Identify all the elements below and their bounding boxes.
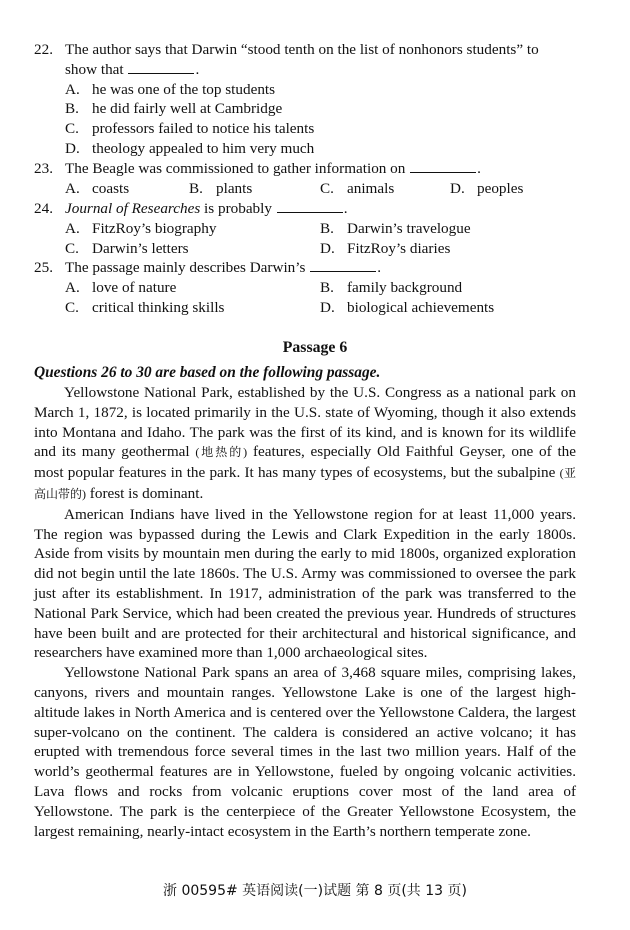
passage-instruction: Questions 26 to 30 are based on the following passage. (34, 364, 381, 381)
option: C. professors failed to notice his talents (65, 120, 315, 138)
option-row (34, 278, 586, 298)
option: A. FitzRoy’s biography (65, 219, 217, 237)
option-row (34, 239, 586, 259)
paragraph-2: American Indians have lived in the Yellowstone region for at least 11,000 years. The region was bypassed during the Lewis and Clark Expedition in the early 1800s. Aside from visits by mountain men during the early to mid 1800s, organized exploration did not begin until the late 1860s. The U.S. Army was commissioned to oversee the park just after its establishment. In 1917, administration of the park was transferred to the National Park Service, which had been created the previous year. Hundreds of structures have been built and are protected for their architectural and historical significance, and researchers have examined more than 1,000 archaeological sites. (34, 505, 576, 662)
option-row (34, 179, 586, 199)
option: C. critical thinking skills (65, 298, 225, 316)
paragraph-1: Yellowstone National Park, established by the U.S. Congress as a national park on March 1, 1872, is located primarily in the U.S. state of Wyoming, though it also extends into Montana and Idaho. The park was the first of its kind, and is known for its wildlife and its many geothermal (地热的) features, especially Old Faithful Geyser, one of the most popular features in the park. It has many types of ecosystems, but the subalpine (亚高山带的) forest is dominant. (34, 384, 576, 502)
paragraph-3: Yellowstone National Park spans an area of 3,468 square miles, comprising lakes, canyons, rivers and mountain ranges. Yellowstone Lake is one of the largest high-altitude lakes in North America and is centered over the Yellowstone Caldera, the largest super-volcano on the continent. The caldera is considered an active volcano; it has erupted with tremendous force several times in the last two million years. Half of the world’s geothermal features are in Yellowstone, fueled by ongoing volcanic activities. Lava flows and rocks from volcanic eruptions cover most of the land area of Yellowstone. The park is the centerpiece of the Greater Yellowstone Ecosystem, the largest remaining, nearly-intact ecosystem in the Earth’s northern temperate zone. (34, 664, 576, 840)
question-25: 25. The passage mainly describes Darwin’s . A. love of nature B. family background C. critical thinking skills D. biological achievements (34, 258, 586, 317)
option: D. peoples (450, 179, 524, 197)
option-row (34, 219, 586, 239)
question-22: 22. The author says that Darwin “stood tenth on the list of nonhonors students” to show that . A. he was one of the top students B. he did fairly well at Cambridge C. professors failed to notice his talents D. theology appealed to him very much (34, 40, 586, 159)
question-number: 25. (34, 259, 53, 276)
option: A. love of nature (65, 278, 177, 296)
option: A. coasts (65, 179, 130, 197)
option: D. biological achievements (320, 298, 495, 316)
question-24: 24. Journal of Researches is probably . A. FitzRoy’s biography B. Darwin’s travelogue C. Darwin’s letters D. FitzRoy’s diaries (34, 199, 586, 258)
option: B. plants (189, 179, 253, 197)
passage-title: Passage 6 (282, 339, 348, 356)
answer-blank (277, 200, 343, 213)
option: B. family background (320, 278, 463, 296)
question-stem: The author says that Darwin “stood tenth on the list of nonhonors students” to (65, 41, 539, 58)
question-number: 22. (34, 41, 53, 58)
question-number: 23. (34, 160, 53, 177)
question-stem: is probably (200, 200, 272, 217)
option: D. theology appealed to him very much (65, 139, 315, 157)
option: A. he was one of the top students (65, 80, 276, 98)
option: C. animals (320, 179, 395, 197)
option: B. Darwin’s travelogue (320, 219, 471, 237)
passage-body (34, 383, 576, 841)
question-23: 23. The Beagle was commissioned to gather information on . A. coasts B. plants C. animals D. peoples (34, 159, 586, 199)
option-row (34, 298, 586, 318)
question-stem-cont: show that (65, 60, 124, 78)
question-stem-italic: Journal of Researches (65, 200, 201, 217)
page-footer: 浙 00595# 英语阅读(一)试题 第 8 页(共 13 页) (163, 883, 467, 899)
question-stem: The passage mainly describes Darwin’s (65, 259, 306, 276)
option: B. he did fairly well at Cambridge (65, 100, 283, 118)
question-stem: The Beagle was commissioned to gather information on (65, 160, 406, 177)
option: D. FitzRoy’s diaries (320, 239, 451, 257)
option: C. Darwin’s letters (65, 239, 189, 257)
answer-blank (128, 61, 194, 74)
answer-blank (410, 160, 476, 173)
answer-blank (310, 259, 376, 272)
question-number: 24. (34, 200, 53, 217)
